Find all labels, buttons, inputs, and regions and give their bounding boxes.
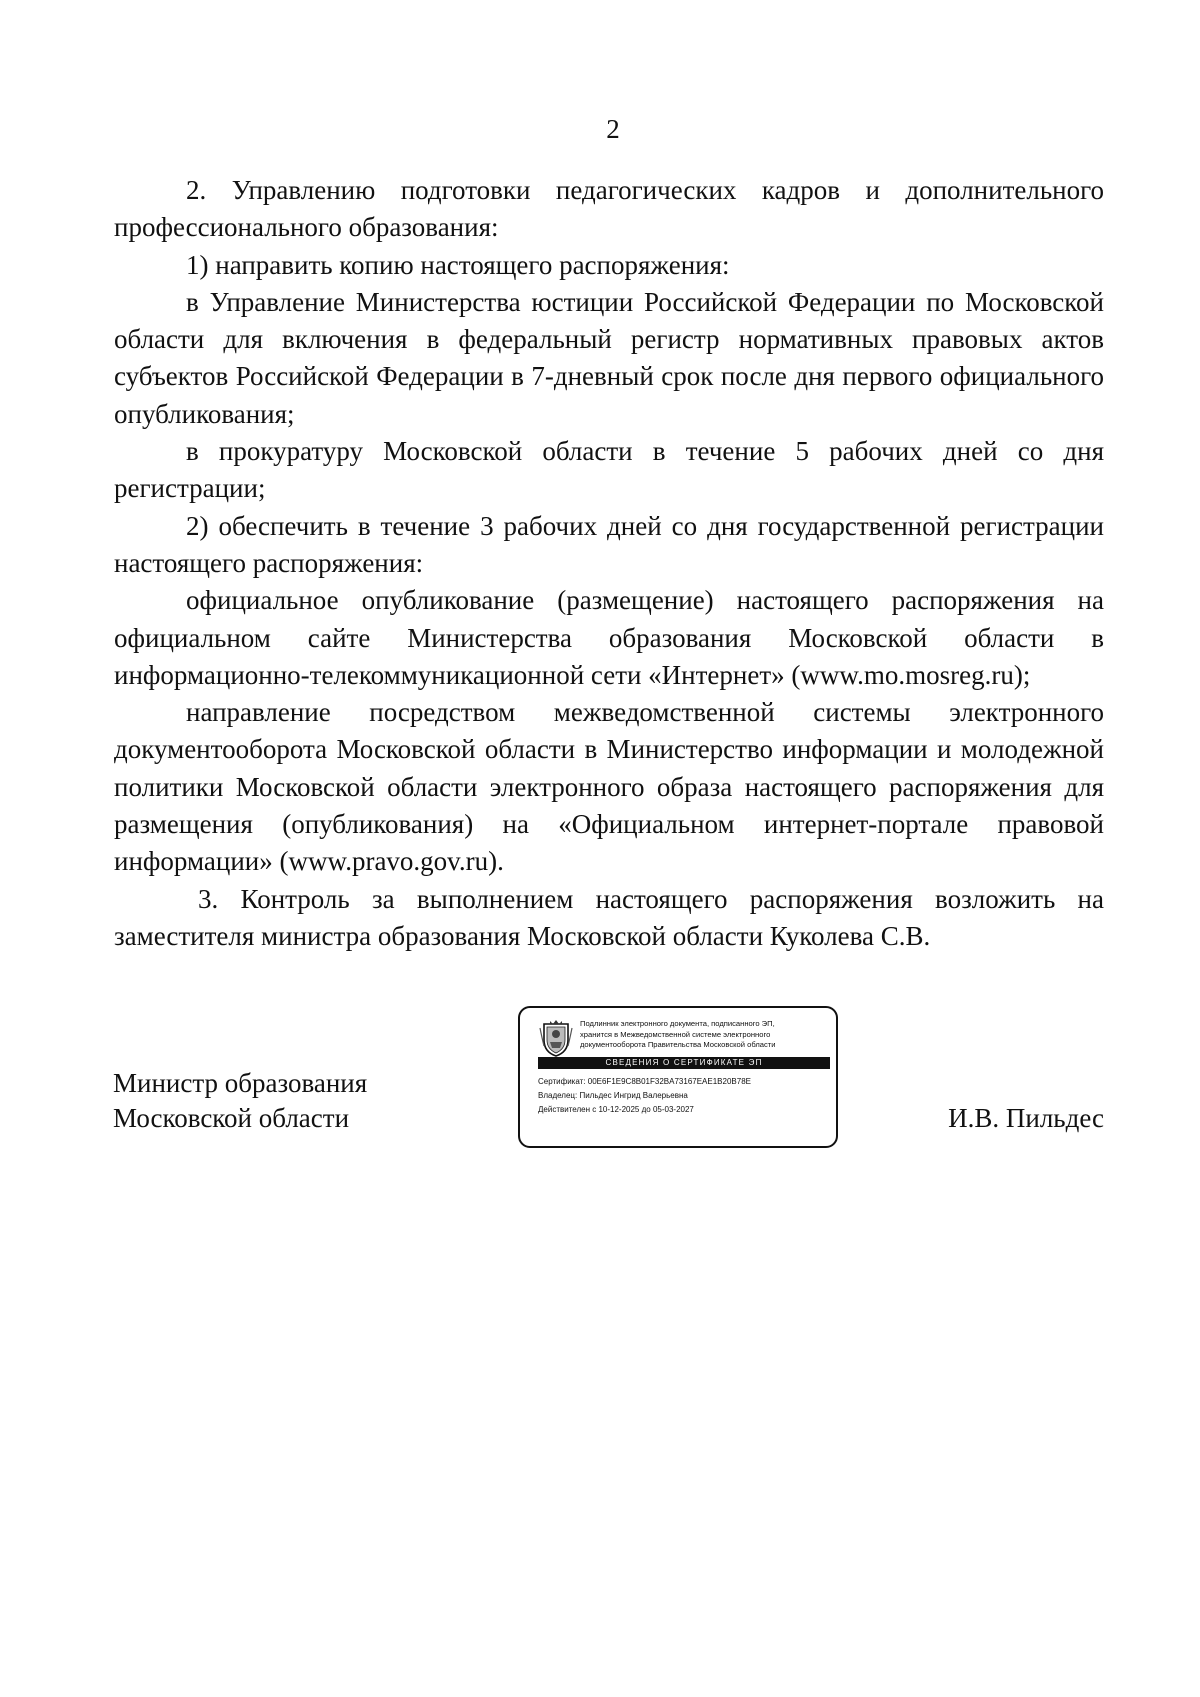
paragraph-subitem-2: 2) обеспечить в течение 3 рабочих дней со дня государственной регистрации настоящего распоряжения: [114,510,1104,578]
paragraph-item-2: 2. Управлению подготовки педагогических кадров и дополнительного профессионального образования: [114,175,1104,243]
paragraph-ministry-of-justice: в Управление Министерства юстиции Российской Федерации по Московской области для включения в федеральный регистр нормативных правовых актов субъектов Российской Федерации в 7-дневный срок после дня первого официального опубликования; [114,286,1104,429]
moscow-oblast-coat-of-arms-icon [538,1018,574,1058]
stamp-header [580,1019,832,1051]
stamp-header-line-2: хранится в Межведомственной системе электронного [580,1029,771,1039]
paragraph-item-3: 3. Контроль за выполнением настоящего распоряжения возложить на заместителя министра образования Московской области Куколева С.В. [114,883,1104,951]
paragraph-subitem-1: 1) направить копию настоящего распоряжения: [186,249,730,280]
stamp-header-line-1: Подлинник электронного документа, подписанного ЭП, [580,1019,775,1028]
paragraph-prosecutor: в прокуратуру Московской области в течение 5 рабочих дней со дня регистрации; [114,436,1104,504]
stamp-certificate-details [538,1075,834,1117]
electronic-signature-stamp [518,1006,838,1148]
signer-name: И.В. Пильдес [948,1103,1104,1133]
stamp-header-line-3: документооборота Правительства Московской области [580,1040,776,1049]
stamp-certificate-number: Сертификат: 00E6F1E9C8B01F32BA73167EAE1B20B78E [538,1077,751,1086]
signer-position-line-2: Московской области [113,1103,350,1133]
stamp-certificate-validity: Действителен с 10-12-2025 до 05-03-2027 [538,1105,694,1114]
document-body [114,172,1104,955]
stamp-certificate-title: СВЕДЕНИЯ О СЕРТИФИКАТЕ ЭП [538,1057,830,1069]
page-number: 2 [606,114,620,144]
paragraph-official-publication: официальное опубликование (размещение) настоящего распоряжения на официальном сайте Министерства образования Московской области в информационно-телекоммуникационной сети «Интернет» (www.mo.mosreg.ru); [114,585,1104,690]
paragraph-interdepartmental-sending: направление посредством межведомственной системы электронного документооборота Московской области в Министерство информации и молодежной политики Московской области электронного образа настоящего распоряжения для размещения (опубликования) на «Официальном интернет-портале правовой информации» (www.pravo.gov.ru). [114,697,1104,877]
signer-position-line-1: Министр образования [113,1068,368,1098]
stamp-certificate-owner: Владелец: Пильдес Ингрид Валерьевна [538,1091,688,1100]
signer-position [113,1066,367,1136]
